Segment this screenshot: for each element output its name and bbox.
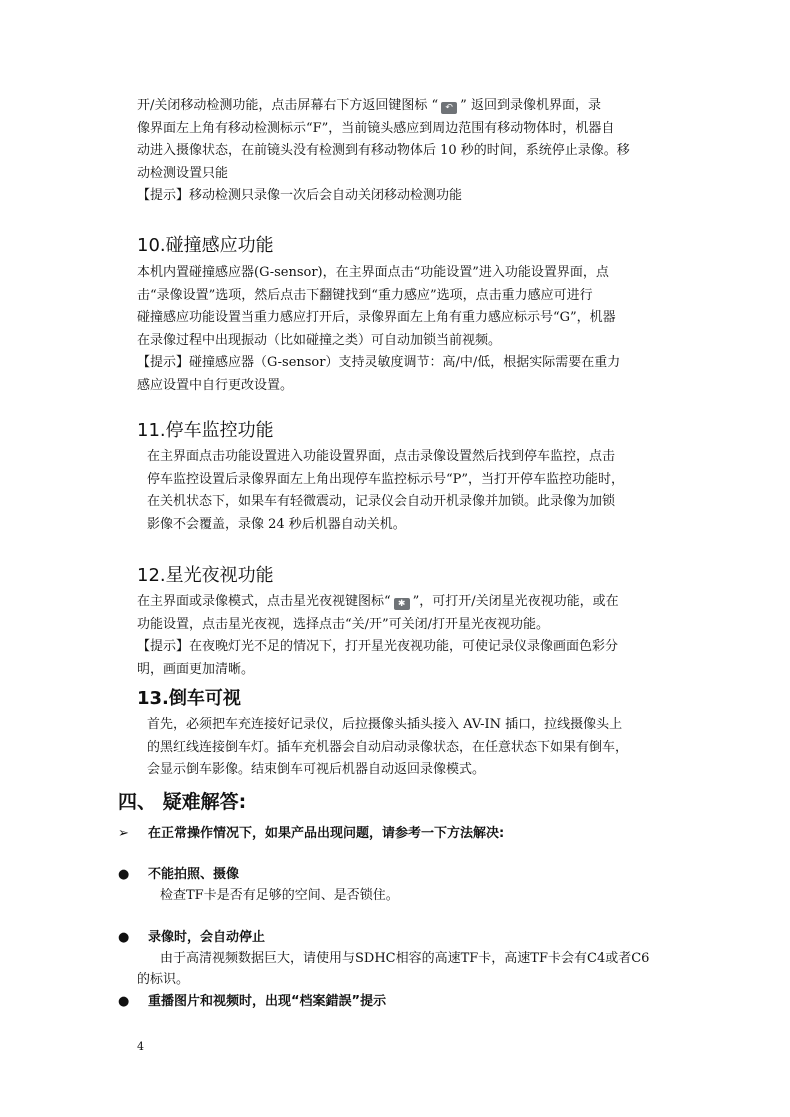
section-10-tip: 【提示】碰撞感应器（G-sensor）支持灵敏度调节：高/中/低，根据实际需要在重力 [137, 355, 621, 370]
section-10-body: 本机内置碰撞感应器(G-sensor)，在主界面点击“功能设置”进入功能设置界面，点 击“录像设置”选项，然后点击下翻键找到“重力感应”选项，点击重力感应可进行 碰撞感应功能设置当重力感应打开后，录像界面左上角有重力感应标示号“G”，机器 在录像过程中出现振动（比如碰撞之类）可自动加锁当前视频。 【提示】碰撞感应器（G-sensor）支持灵敏度调节：高/中/低，根据实际需要在重力 感应设置中自行更改设置。 [137, 262, 657, 397]
star-night-icon: ✱ [394, 598, 410, 610]
troubleshooting-heading: 四、 疑难解答: [118, 791, 247, 813]
bullet-icon: ● [118, 994, 130, 1009]
list-item-body: 由于高清视频数据巨大，请使用与SDHC相容的高速TF卡，高速TF卡会有C4或者C6 [160, 951, 650, 966]
section-11-heading: 11.停车监控功能 [137, 420, 274, 441]
section-10-heading: 10.碰撞感应功能 [137, 235, 274, 256]
page-number: 4 [137, 1040, 144, 1053]
list-item-body-cont: 的标识。 [137, 972, 190, 987]
section-13-body: 首先，必须把车充连接好记录仪，后拉摄像头插头接入 AV-IN 插口，拉线摄像头上 的黑红线连接倒车灯。插车充机器会自动启动录像状态，在任意状态下如果有倒车， 会显示倒车影像。结束倒车可视后机器自动返回录像模式。 [147, 717, 629, 777]
list-item: ● 录像时，会自动停止 [118, 930, 266, 945]
motion-detect-tip: 【提示】移动检测只录像一次后会自动关闭移动检测功能 [137, 188, 463, 203]
arrow-bullet-icon: ➢ [118, 826, 129, 841]
return-icon: ↶ [441, 102, 457, 114]
section-13-heading: 13.倒车可视 [137, 688, 241, 709]
list-item-body: 检查TF卡是否有足够的空间、是否锁住。 [160, 888, 399, 903]
section-12-body: 在主界面或录像模式，点击星光夜视键图标“ ✱ ”，可打开/关闭星光夜视功能，或在 功能设置，点击星光夜视，选择点击“关/开”可关闭/打开星光夜视功能。 【提示】在夜晚灯光不足的情况下，打开星光夜视功能，可使记录仪录像画面色彩分 明，画面更加清晰。 [137, 591, 657, 681]
section-12-heading: 12.星光夜视功能 [137, 565, 274, 586]
section-11-body: 在主界面点击功能设置进入功能设置界面，点击录像设置然后找到停车监控，点击 停车监控设置后录像界面左上角出现停车监控标示号“P”，当打开停车监控功能时， 在关机状态下，如果车有轻微震动，记录仪会自动开机录像并加锁。此录像为加锁 影像不会覆盖，录像 24 秒后机器自动关机。 [147, 449, 625, 532]
bullet-icon: ● [118, 867, 130, 882]
section-12-tip: 【提示】在夜晚灯光不足的情况下，打开星光夜视功能，可使记录仪录像画面色彩分 [137, 639, 619, 654]
troubleshooting-intro: ➢ 在正常操作情况下，如果产品出现问题，请参考一下方法解决: [118, 826, 505, 841]
motion-detect-paragraph: 开/关闭移动检测功能，点击屏幕右下方返回键图标 “ ↶ ” 返回到录像机界面，录 像界面左上角有移动检测标示“F”，当前镜头感应到周边范围有移动物体时，机器自 动进入摄像状态，在前镜头没有检测到有移动物体后 10 秒的时间，系统停止录像。移 动检测设置只能 【提示】移动检测只录像一次后会自动关闭移动检测功能 [137, 95, 657, 208]
list-item: ● 不能拍照、摄像 [118, 867, 240, 882]
bullet-icon: ● [118, 930, 130, 945]
list-item: ● 重播图片和视频时，出现“档案錯誤”提示 [118, 994, 387, 1009]
